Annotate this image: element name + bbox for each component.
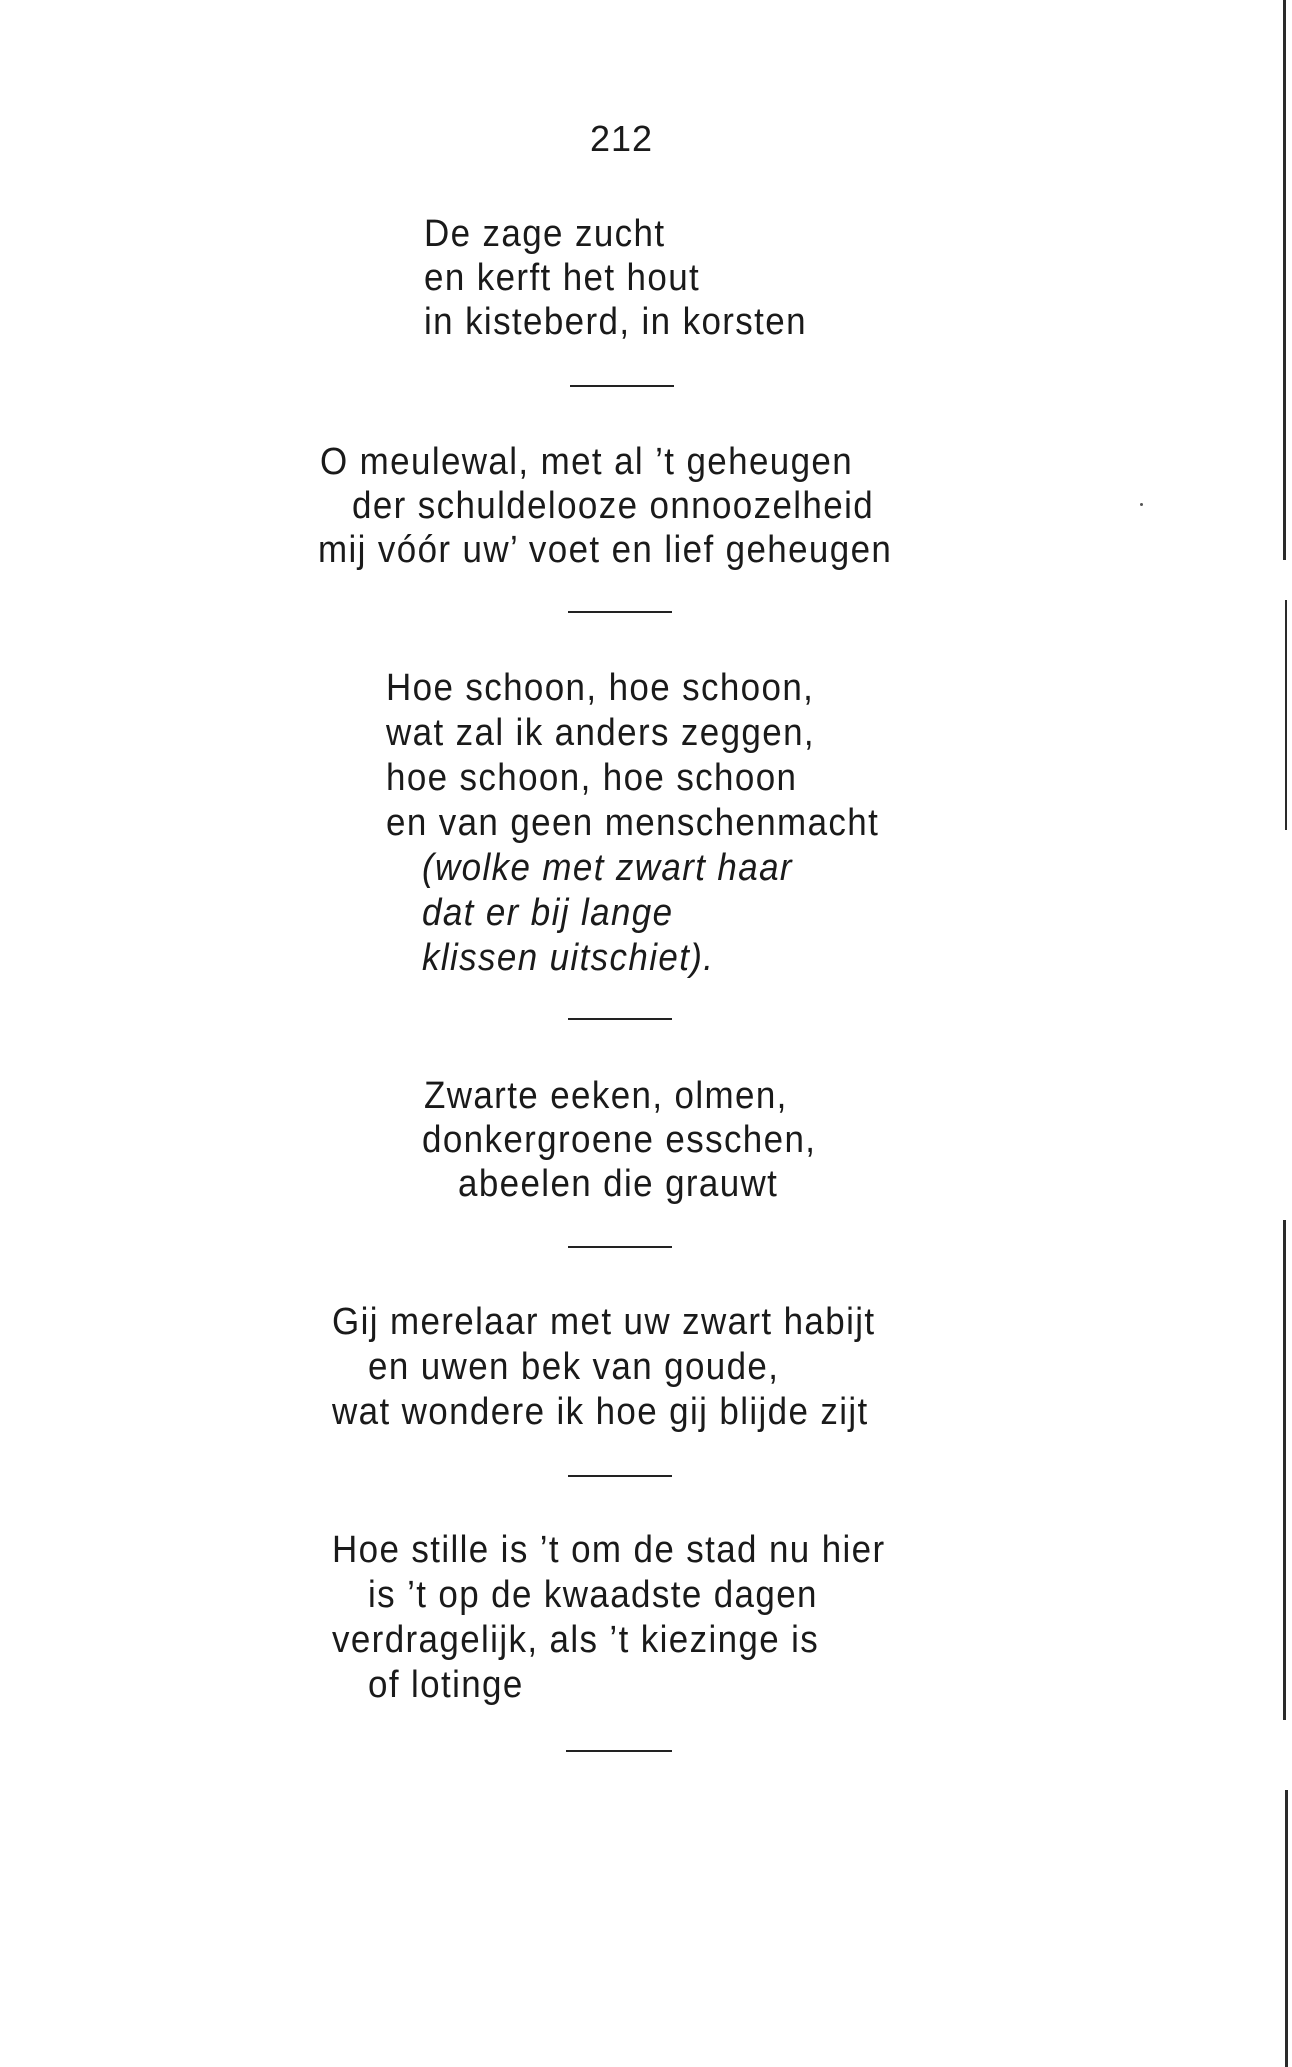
- stanza-5-line-3: wat wondere ik hoe gij blijde zijt: [332, 1391, 869, 1433]
- stanza-5-line-2: en uwen bek van goude,: [368, 1346, 780, 1388]
- stanza-3-line-7: klissen uitschiet).: [422, 937, 715, 979]
- stanza-6-line-4: of lotinge: [368, 1664, 524, 1706]
- scan-edge-lower: [1283, 1220, 1286, 1720]
- stanza-3-line-5: (wolke met zwart haar: [422, 847, 793, 889]
- stanza-6-line-2: is ’t op de kwaadste dagen: [368, 1574, 818, 1616]
- stanza-divider-3: [568, 1018, 672, 1020]
- stanza-3-line-3: hoe schoon, hoe schoon: [386, 757, 798, 799]
- stanza-6-line-1: Hoe stille is ’t om de stad nu hier: [332, 1529, 886, 1571]
- stanza-3-line-6: dat er bij lange: [422, 892, 674, 934]
- page-number: 212: [590, 118, 654, 159]
- stanza-4-line-1: Zwarte eeken, olmen,: [424, 1075, 788, 1117]
- stanza-divider-5: [568, 1475, 672, 1477]
- stanza-1-line-3: in kisteberd, in korsten: [424, 301, 807, 343]
- stanza-2-line-1: O meulewal, met al ’t geheugen: [320, 441, 854, 483]
- stanza-3-line-1: Hoe schoon, hoe schoon,: [386, 667, 815, 709]
- scan-edge-bottom: [1285, 1790, 1288, 2067]
- stanza-3-line-2: wat zal ik anders zeggen,: [386, 712, 816, 754]
- stanza-divider-2: [568, 611, 672, 613]
- scan-speck: [1140, 503, 1143, 506]
- stanza-4-line-3: abeelen die grauwt: [458, 1163, 779, 1205]
- stanza-3-line-4: en van geen menschenmacht: [386, 802, 880, 844]
- stanza-6-line-3: verdragelijk, als ’t kiezinge is: [332, 1619, 820, 1661]
- stanza-2-line-2: der schuldelooze onnoozelheid: [352, 485, 875, 527]
- stanza-2-line-3: mij vóór uw’ voet en lief geheugen: [318, 529, 893, 571]
- scan-edge-upper: [1283, 0, 1286, 560]
- stanza-1-line-1: De zage zucht: [424, 213, 666, 255]
- stanza-5-line-1: Gij merelaar met uw zwart habijt: [332, 1301, 876, 1343]
- stanza-1-line-2: en kerft het hout: [424, 257, 701, 299]
- stanza-divider-1: [570, 385, 674, 387]
- stanza-divider-4: [568, 1246, 672, 1248]
- scan-edge-middle: [1285, 600, 1287, 830]
- stanza-divider-6: [566, 1750, 672, 1752]
- stanza-4-line-2: donkergroene esschen,: [422, 1119, 817, 1161]
